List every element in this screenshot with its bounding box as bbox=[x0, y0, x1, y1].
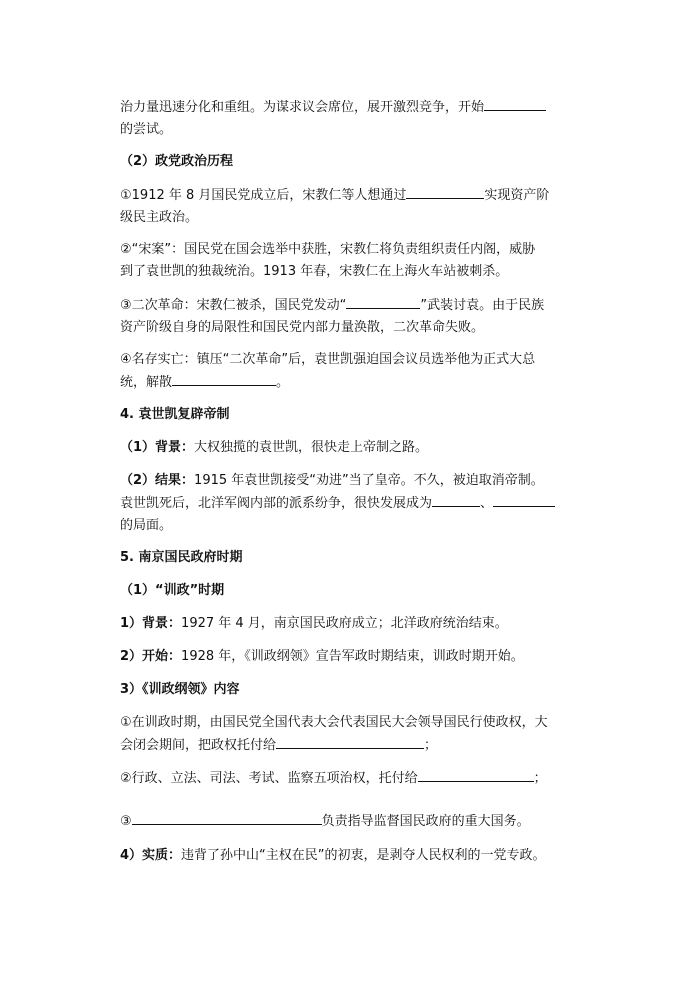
heading-party-politics: （2）政党政治历程 bbox=[120, 154, 234, 169]
blank-8 bbox=[418, 767, 534, 782]
paragraph-party-competition: 治力量迅速分化和重组。为谋求议会席位，展开激烈竞争，开始 的尝试。 bbox=[120, 96, 578, 141]
blank-2 bbox=[406, 184, 484, 199]
heading-tutelage-outline: 3）《训政纲领》内容 bbox=[120, 682, 240, 697]
paragraph-yuan-result: （2）结果：1915 年袁世凯接受“劝进”当了皇帝。不久，被迫取消帝制。 袁世凯死后，北洋军阀内部的派系纷争，很快发展成为 、 的局面。 bbox=[120, 470, 578, 537]
paragraph-yuan-background: （1）背景：大权独揽的袁世凯，很快走上帝制之路。 bbox=[120, 440, 429, 455]
blank-7 bbox=[276, 734, 424, 749]
paragraph-kmt-founding: ①1912 年 8 月国民党成立后，宋教仁等人想通过 实现资产阶 级民主政治。 bbox=[120, 184, 578, 229]
blank-5 bbox=[432, 492, 480, 507]
paragraph-tutelage-start: 2）开始：1928 年，《训政纲领》宣告军政时期结束，训政时期开始。 bbox=[120, 649, 524, 664]
paragraph-essence: 4）实质：违背了孙中山“主权在民”的初衷，是剥夺人民权利的一党专政。 bbox=[120, 848, 546, 863]
blank-3 bbox=[346, 294, 420, 309]
paragraph-nominal-existence: ④名存实亡：镇压“二次革命”后，袁世凯强迫国会议员选举他为正式大总 统，解散 。 bbox=[120, 352, 536, 390]
paragraph-second-revolution: ③二次革命：宋教仁被杀，国民党发动“ ”武装讨袁。由于民族 资产阶级自身的局限性和国民党内部力量涣散，二次革命失败。 bbox=[120, 294, 578, 339]
paragraph-tutelage-background: 1）背景：1927 年 4 月，南京国民政府成立；北洋政府统治结束。 bbox=[120, 616, 508, 631]
blank-6 bbox=[493, 492, 555, 507]
heading-section-5: 5. 南京国民政府时期 bbox=[120, 550, 243, 565]
blank-4 bbox=[172, 371, 276, 386]
heading-tutelage-period: （1）“训政”时期 bbox=[120, 583, 225, 598]
blank-1 bbox=[484, 96, 546, 111]
blank-9 bbox=[132, 810, 322, 825]
paragraph-outline-item-2: ②行政、立法、司法、考试、监察五项治权，托付给 ； bbox=[120, 767, 578, 790]
heading-section-4: 4. 袁世凯复辟帝制 bbox=[120, 407, 230, 422]
paragraph-outline-item-3: ③ 负责指导监督国民政府的重大国务。 bbox=[120, 810, 578, 833]
paragraph-outline-item-1: ①在训政时期，由国民党全国代表大会代表国民大会领导国民行使政权，大 会闭会期间，把政权托付给 ； bbox=[120, 715, 548, 753]
paragraph-song-case: ②“宋案”：国民党在国会选举中获胜，宋教仁将负责组织责任内阁，威胁 到了袁世凯的独裁统治。1913 年春，宋教仁在上海火车站被刺杀。 bbox=[120, 242, 536, 279]
